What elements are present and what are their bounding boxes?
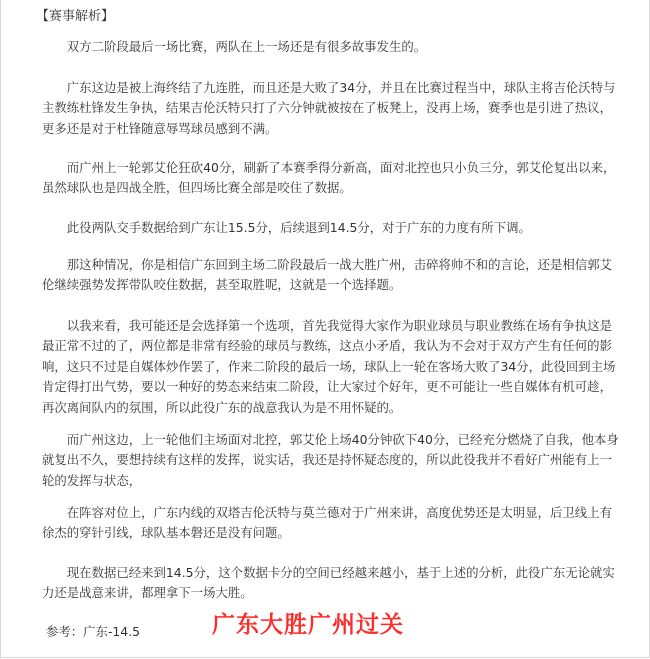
reference-pick: 参考：广东-14.5 bbox=[46, 624, 141, 639]
paragraph-lineup: 在阵容对位上，广东内线的双塔吉伦沃特与莫兰德对于广州来讲，高度优势还是太明显，后卫线上有徐杰的穿针引线，球队基本磐还是没有问题。 bbox=[42, 505, 612, 541]
paragraph-intro: 双方二阶段最后一场比赛，两队在上一场还是有很多故事发生的。 bbox=[66, 39, 427, 54]
paragraph-analysis: 以我来看，我可能还是会选择第一个选项，首先我觉得大家作为职业球员与职业教练在场有争执这是最正常不过的了，两位都是非常有经验的球员与教练，这点小矛盾，我认为不会对于双方产生有任何的影响，这只不过是自媒体炒作罢了，作来二阶段的最后一场，球队上一轮在客场大败了34分，此役回到主场肯定得打出气势，要以一种好的势态来结束二阶段，让大家过个好年，更不可能让一些自媒体有机可趁，再次离间队内的氛围，所以此役广东的战意我认为是不用怀疑的。 bbox=[42, 318, 616, 415]
paragraph-line: 此役两队交手数据给到广东让15.5分，后续退到14.5分，对于广东的力度有所下调。 bbox=[66, 220, 531, 235]
paragraph-guangzhou-form: 而广州上一轮郭艾伦狂砍40分，刷新了本赛季得分新高，面对北控也只小负三分，郭艾伦复出以来，虽然球队也是四战全胜，但四场比赛全部是咬住了数据。 bbox=[42, 160, 616, 196]
verdict-banner: 广东大胜广州过关 bbox=[212, 612, 404, 638]
paragraph-guangzhou: 而广州这边，上一轮他们主场面对北控，郭艾伦上场40分钟砍下40分，已经充分燃烧了自我，他本身就复出不久，要想持续有这样的发挥，说实话，我还是持怀疑态度的，所以此役我并不看好广州能有上一轮的发挥与状态， bbox=[42, 432, 619, 488]
paragraph-conclusion: 现在数据已经来到14.5分，这个数据卡分的空间已经越来越小，基于上述的分析，此役广东无论就实力还是战意来讲，都理拿下一场大胜。 bbox=[42, 565, 615, 601]
paragraph-guangdong: 广东这边是被上海终结了九连胜，而且还是大败了34分，并且在比赛过程当中，球队主将吉伦沃特与主教练杜锋发生争执，结果吉伦沃特只打了六分钟就被按在了板凳上，没再上场，赛季也是引进了热议，更多还是对于杜锋随意辱骂球员感到不满。 bbox=[42, 80, 616, 136]
paragraph-question: 那这种情况，你是相信广东回到主场二阶段最后一战大胜广州，击碎将帅不和的言论，还是相信郭艾伦继续强势发挥带队咬住数据，甚至取胜呢，这就是一个选择题。 bbox=[42, 257, 612, 293]
section-heading: 【赛事解析】 bbox=[36, 9, 115, 24]
